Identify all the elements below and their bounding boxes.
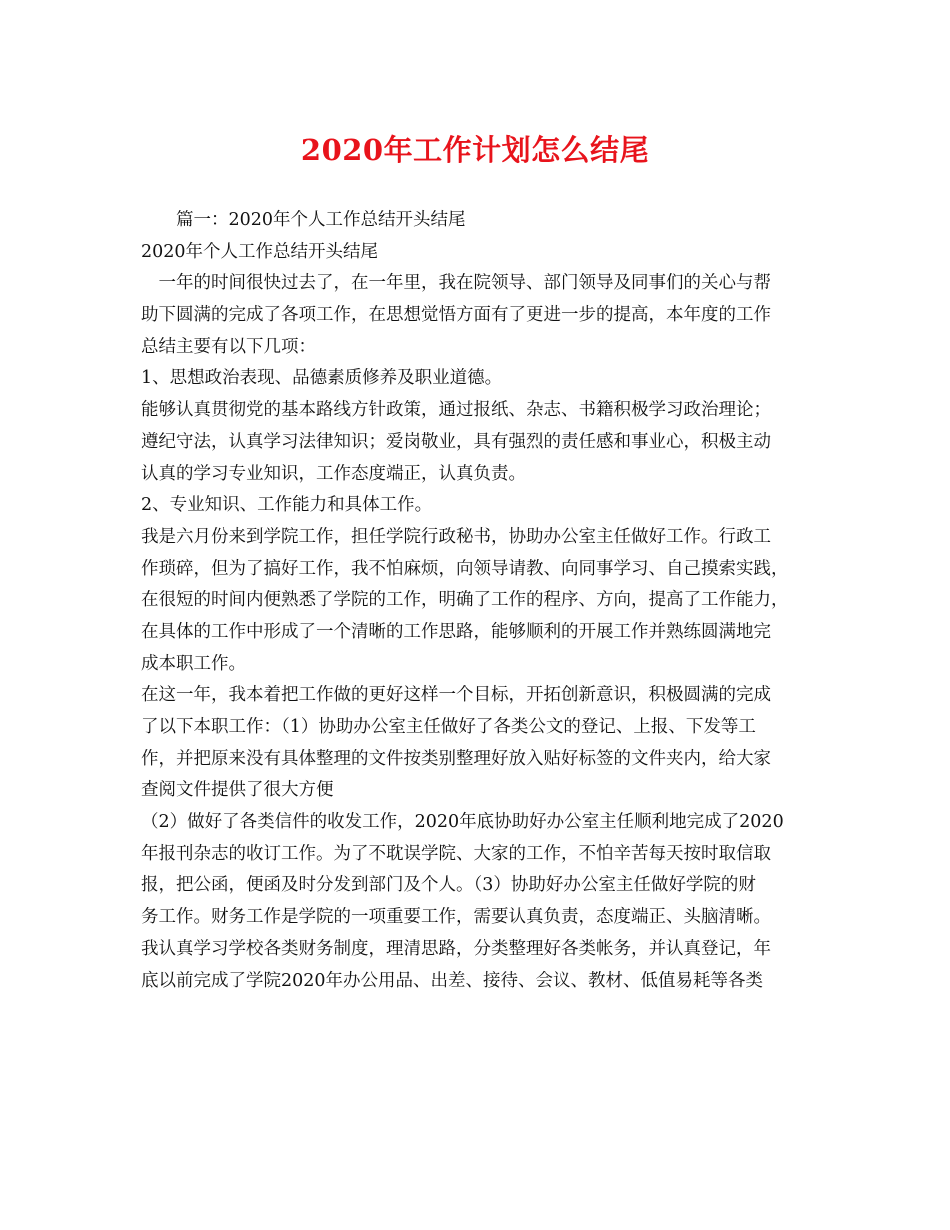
body-line: 在这一年，我本着把工作做的更好这样一个目标，开拓创新意识，积极圆满的完成 [141, 685, 771, 706]
body-line: 务工作。财务工作是学院的一项重要工作，需要认真负责，态度端正、头脑清晰。 [141, 907, 771, 928]
document-title: 2020年工作计划怎么结尾 [300, 133, 650, 167]
body-line: 2、专业知识、工作能力和具体工作。 [141, 495, 433, 516]
body-line: 篇一：2020年个人工作总结开头结尾 [141, 210, 466, 230]
body-line: 认真的学习专业知识，工作态度端正，认真负责。 [141, 463, 526, 484]
body-line: 总结主要有以下几项： [141, 336, 316, 357]
body-line: 一年的时间很快过去了，在一年里，我在院领导、部门领导及同事们的关心与帮 [141, 273, 771, 294]
body-line: 查阅文件提供了很大方便 [141, 780, 334, 801]
body-line: 能够认真贯彻党的基本路线方针政策，通过报纸、杂志、书籍积极学习政治理论； [141, 400, 771, 421]
body-line: 底以前完成了学院2020年办公用品、出差、接待、会议、教材、低值易耗等各类 [141, 970, 764, 991]
body-line: 了以下本职工作：（1）协助办公室主任做好了各类公文的登记、上报、下发等工 [141, 717, 756, 737]
body-line: 我认真学习学校各类财务制度，理清思路，分类整理好各类帐务，并认真登记，年 [141, 938, 771, 959]
body-line: 遵纪守法，认真学习法律知识；爱岗敬业，具有强烈的责任感和事业心，积极主动 [141, 431, 771, 452]
body-line: 1、思想政治表现、品德素质修养及职业道德。 [141, 368, 503, 389]
body-line: 助下圆满的完成了各项工作，在思想觉悟方面有了更进一步的提高，本年度的工作 [141, 305, 771, 326]
body-line: 作琐碎，但为了搞好工作，我不怕麻烦，向领导请教、向同事学习、自己摸索实践， [141, 558, 789, 579]
body-line: 成本职工作。 [141, 653, 246, 674]
body-line: 我是六月份来到学院工作，担任学院行政秘书，协助办公室主任做好工作。行政工 [141, 526, 771, 547]
body-line: 报，把公函，便函及时分发到部门及个人。（3）协助好办公室主任做好学院的财 [141, 875, 756, 896]
body-line: 在很短的时间内便熟悉了学院的工作，明确了工作的程序、方向，提高了工作能力， [141, 590, 789, 611]
body-line: 作，并把原来没有具体整理的文件按类别整理好放入贴好标签的文件夹内，给大家 [141, 748, 771, 769]
body-line: 在具体的工作中形成了一个清晰的工作思路，能够顺利的开展工作并熟练圆满地完 [141, 621, 771, 642]
body-line: （2）做好了各类信件的收发工作，2020年底协助好办公室主任顺利地完成了2020 [141, 812, 784, 833]
body-line: 2020年个人工作总结开头结尾 [141, 241, 379, 262]
document-body [141, 205, 816, 997]
body-line: 年报刊杂志的收订工作。为了不耽误学院、大家的工作，不怕辛苦每天按时取信取 [141, 843, 771, 864]
